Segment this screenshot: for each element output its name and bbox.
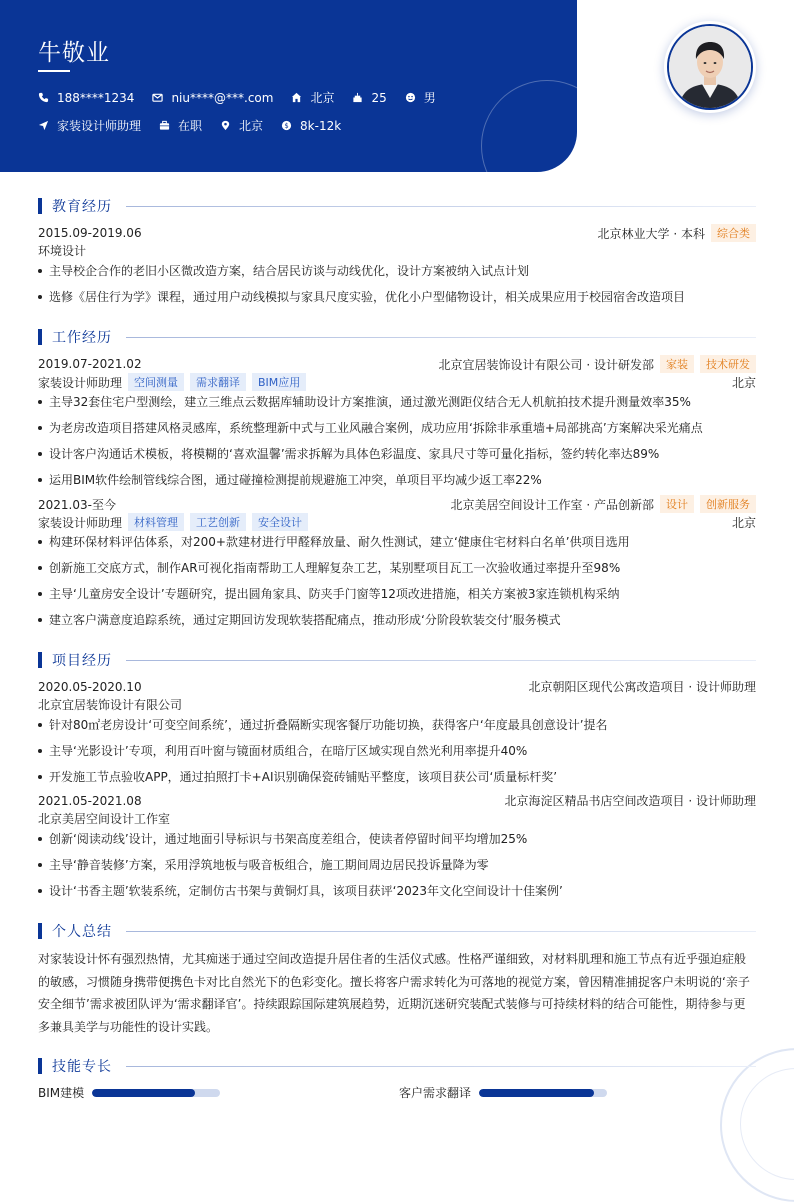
education-section-title	[38, 196, 756, 216]
list-item	[38, 533, 756, 550]
bullet-text: 针对80㎡老房设计‘可变空间系统’，通过折叠隔断实现客餐厅功能切换，获得客户‘年度最具创意设计’提名	[49, 718, 608, 732]
project-period: 2021.05-2021.08	[38, 793, 142, 808]
skill-name: 客户需求翻译	[399, 1086, 472, 1100]
work-period: 2019.07-2021.02	[38, 357, 142, 371]
work-company-group	[439, 355, 756, 373]
education-major: 环境设计	[38, 244, 87, 258]
list-item	[38, 716, 756, 733]
target-city-item	[220, 117, 263, 134]
list-item	[38, 471, 756, 488]
summary-text: 对家装设计怀有强烈热情，尤其痴迷于通过空间改造提升居住者的生活仪式感。性格严谨细致，对材料肌理和施工节点有近乎强迫症般的敏感，习惯随身携带便携色卡对比自然光下的色彩变化。擅长将客户需求转化为可落地的视觉方案，曾因精准捕捉客户未明说的‘亲子安全细节’需求被团队评为‘需求翻译官’。持续跟踪国际建筑展趋势，近期沉迷研究装配式装修与可持续材料的结合可能性，期待参与更多兼具美学与功能性的设计实践。	[38, 952, 750, 1034]
svg-text:$: $	[284, 121, 289, 130]
skill-tag: 安全设计	[252, 513, 308, 531]
phone-text: 188****1234	[57, 90, 135, 105]
education-school-group	[598, 224, 756, 242]
section-title-text: 个人总结	[52, 924, 112, 940]
avatar	[664, 21, 756, 113]
target-job-text: 家装设计师助理	[57, 119, 142, 133]
intent-row	[38, 117, 359, 134]
summary-section-title	[38, 921, 756, 941]
list-item	[38, 742, 756, 759]
contact-row	[38, 89, 454, 106]
list-item	[38, 288, 756, 305]
project-section-title	[38, 650, 756, 670]
project-header-1	[38, 678, 756, 695]
work-header-2	[38, 495, 756, 513]
city-text: 北京	[310, 91, 335, 105]
title-divider	[126, 337, 756, 338]
section-title-text: 教育经历	[52, 199, 112, 215]
gender-item	[405, 89, 436, 106]
candidate-name: 牛敬业	[38, 40, 110, 66]
work-role-row-2	[38, 513, 756, 531]
home-icon	[291, 92, 302, 103]
cake-icon	[352, 92, 363, 103]
city-item	[291, 89, 334, 106]
skill-tag: 材料管理	[128, 513, 184, 531]
briefcase-icon	[159, 120, 170, 131]
bullet-text: 构建环保材料评估体系，对200+款建材进行甲醛释放量、耐久性测试，建立‘健康住宅材料白名单’供项目选用	[49, 535, 630, 549]
project-company-row-2	[38, 810, 756, 827]
project-period: 2020.05-2020.10	[38, 679, 142, 694]
skill-progress-fill	[92, 1089, 194, 1097]
phone-icon	[38, 92, 49, 103]
send-icon	[38, 120, 49, 131]
list-item	[38, 585, 756, 602]
list-item	[38, 882, 756, 899]
skill-progress-track	[92, 1089, 220, 1097]
list-item	[38, 768, 756, 785]
section-title-text: 技能专长	[52, 1059, 112, 1075]
title-bar	[38, 198, 42, 214]
bullet-text: 设计‘书香主题’软装系统，定制仿古书架与黄铜灯具，该项目获评‘2023年文化空间设计十佳案例’	[49, 884, 563, 898]
education-period: 2015.09-2019.06	[38, 226, 142, 240]
work-company: 北京美居空间设计工作室 · 产品创新部	[450, 497, 654, 512]
bullet-text: 选修《居住行为学》课程，通过用户动线模拟与家具尺度实验，优化小户型储物设计，相关成果应用于校园宿舍改造项目	[49, 290, 686, 304]
bullet-text: 建立客户满意度追踪系统，通过定期回访发现软装搭配痛点，推动形成‘分阶段软装交付’服务模式	[49, 613, 561, 627]
work-role-group	[38, 513, 308, 531]
project-company: 北京宜居装饰设计有限公司	[38, 698, 183, 712]
skill-progress-track	[479, 1089, 607, 1097]
title-divider	[126, 1066, 756, 1067]
bullet-text: 主导32套住宅户型测绘，建立三维点云数据库辅助设计方案推演，通过激光测距仪结合无人机航拍技术提升测量效率35%	[49, 395, 691, 409]
education-school: 北京林业大学 · 本科	[597, 226, 705, 241]
work-tag: 家装	[660, 355, 694, 373]
header-banner	[0, 0, 577, 172]
email-text: niu****@***.com	[171, 90, 274, 105]
work-location: 北京	[731, 375, 756, 390]
bullet-text: 主导校企合作的老旧小区微改造方案，结合居民访谈与动线优化，设计方案被纳入试点计划	[49, 264, 530, 278]
skill-name: BIM建模	[38, 1086, 85, 1100]
gender-text: 男	[423, 91, 436, 105]
bullet-text: 主导‘静音装修’方案，采用浮筑地板与吸音板组合，施工期间周边居民投诉量降为零	[49, 858, 489, 872]
work-role: 家装设计师助理	[38, 375, 123, 390]
title-divider	[126, 660, 756, 661]
work-role-row-1	[38, 373, 756, 391]
work-location: 北京	[731, 515, 756, 530]
bullet-text: 运用BIM软件绘制管线综合图，通过碰撞检测提前规避施工冲突，单项目平均减少返工率22%	[49, 473, 542, 487]
section-title-text: 工作经历	[52, 330, 112, 346]
title-bar	[38, 1058, 42, 1074]
list-item	[38, 856, 756, 873]
avatar-photo	[667, 24, 753, 110]
project-company-row-1	[38, 696, 756, 713]
person-photo-icon	[669, 26, 751, 108]
work-header-1	[38, 355, 756, 373]
salary-text: 8k-12k	[300, 118, 342, 133]
work-tag: 设计	[660, 495, 694, 513]
bullet-text: 为老房改造项目搭建风格灵感库，系统整理新中式与工业风融合案例，成功应用‘拆除非承重墙+局部挑高’方案解决采光痛点	[49, 421, 703, 435]
mail-icon	[152, 92, 163, 103]
education-header	[38, 224, 756, 242]
skill-item	[38, 1084, 220, 1101]
salary-item	[281, 119, 341, 133]
bullet-text: 主导‘光影设计’专项，利用百叶窗与镜面材质组合，在暗厅区域实现自然光利用率提升40%	[49, 744, 528, 758]
skill-tag: 空间测量	[128, 373, 184, 391]
skill-progress-fill	[479, 1089, 594, 1097]
skill-tag: 需求翻译	[190, 373, 246, 391]
list-item	[38, 830, 756, 847]
project-company: 北京美居空间设计工作室	[38, 812, 171, 826]
work-company-group	[451, 495, 756, 513]
project-header-2	[38, 792, 756, 809]
phone-item	[38, 91, 134, 105]
work-section-title	[38, 327, 756, 347]
project-title: 北京朝阳区现代公寓改造项目 · 设计师助理	[528, 680, 756, 694]
decorative-ring	[481, 80, 577, 172]
list-item	[38, 559, 756, 576]
education-tag: 综合类	[711, 224, 756, 242]
title-divider	[126, 931, 756, 932]
work-company: 北京宜居装饰设计有限公司 · 设计研发部	[438, 357, 654, 372]
money-icon	[281, 120, 292, 131]
bullet-text: 开发施工节点验收APP，通过拍照打卡+AI识别确保瓷砖铺贴平整度，该项目获公司‘质量标杆奖’	[49, 770, 558, 784]
list-item	[38, 445, 756, 462]
gender-icon	[405, 92, 416, 103]
target-job-item	[38, 117, 141, 134]
list-item	[38, 262, 756, 279]
list-item	[38, 611, 756, 628]
skill-item	[399, 1084, 607, 1101]
bullet-text: 主导‘儿童房安全设计’专题研究，提出圆角家具、防夹手门窗等12项改进措施，相关方案被3家连锁机构采纳	[49, 587, 620, 601]
title-bar	[38, 923, 42, 939]
skill-tag: 工艺创新	[190, 513, 246, 531]
target-city-text: 北京	[239, 119, 264, 133]
email-item	[152, 91, 273, 105]
age-item	[352, 91, 386, 105]
project-title: 北京海淀区精品书店空间改造项目 · 设计师助理	[504, 794, 756, 808]
work-role-group	[38, 373, 306, 391]
title-bar	[38, 329, 42, 345]
location-icon	[220, 120, 231, 131]
status-item	[159, 117, 202, 134]
work-role: 家装设计师助理	[38, 515, 123, 530]
work-tag: 创新服务	[700, 495, 756, 513]
list-item	[38, 419, 756, 436]
section-title-text: 项目经历	[52, 653, 112, 669]
status-text: 在职	[178, 119, 203, 133]
skill-tag: BIM应用	[252, 373, 306, 391]
bullet-text: 创新‘阅读动线’设计，通过地面引导标识与书架高度差组合，使读者停留时间平均增加25%	[49, 832, 528, 846]
work-tag: 技术研发	[700, 355, 756, 373]
title-divider	[126, 206, 756, 207]
list-item	[38, 393, 756, 410]
name-underline	[38, 70, 70, 72]
title-bar	[38, 652, 42, 668]
age-text: 25	[371, 90, 387, 105]
skills-section-title	[38, 1056, 756, 1076]
bullet-text: 创新施工交底方式，制作AR可视化指南帮助工人理解复杂工艺，某别墅项目瓦工一次验收通过率提升至98%	[49, 561, 621, 575]
bullet-text: 设计客户沟通话术模板，将模糊的‘喜欢温馨’需求拆解为具体色彩温度、家具尺寸等可量化指标，签约转化率达89%	[49, 447, 660, 461]
education-major-row	[38, 242, 756, 259]
work-period: 2021.03-至今	[38, 497, 116, 512]
